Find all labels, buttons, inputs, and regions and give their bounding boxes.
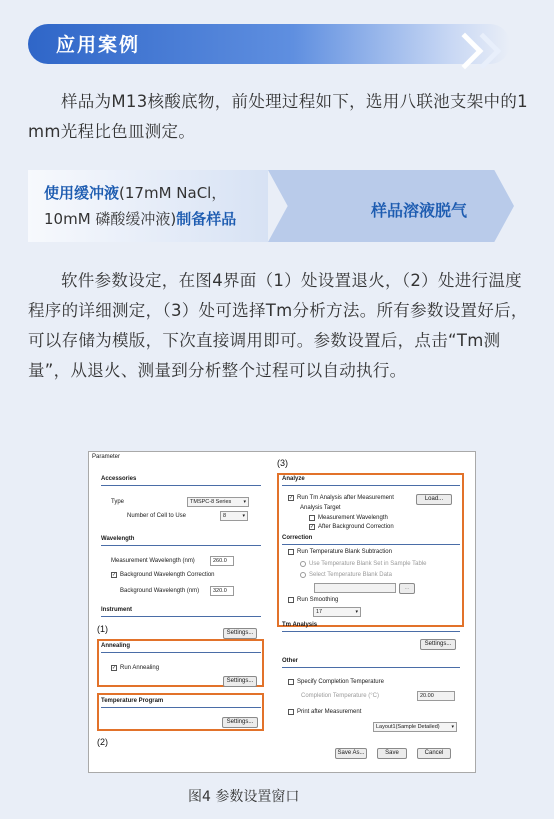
- dialog-title: Parameter: [92, 454, 121, 460]
- instrument-heading: Instrument: [101, 607, 133, 613]
- instrument-settings-button[interactable]: Settings...: [223, 628, 257, 639]
- figure-caption: 图4 参数设置窗口: [188, 789, 300, 805]
- analyze-heading: Analyze: [282, 476, 305, 482]
- run-smoothing-label: Run Smoothing: [297, 597, 339, 603]
- temp-program-heading: Temperature Program: [101, 698, 164, 704]
- meas-wavelength-input[interactable]: 260.0: [210, 556, 234, 566]
- intro-paragraph: 样品为M13核酸底物，前处理过程如下，选用八联池支架中的1 mm光程比色皿测定。: [28, 92, 528, 141]
- save-button[interactable]: Save: [377, 748, 407, 759]
- print-label: Print after Measurement: [297, 709, 362, 715]
- divider: [101, 616, 261, 617]
- blank-option-2-radio[interactable]: [300, 572, 306, 578]
- flow-step-1-line-1: [44, 182, 226, 203]
- completion-temp-check-label: Specify Completion Temperature: [297, 679, 384, 685]
- flow-step-1-line-2: [44, 208, 236, 229]
- correction-heading: Correction: [282, 535, 313, 541]
- completion-temp-label: Completion Temperature (°C): [301, 693, 379, 699]
- divider: [101, 485, 261, 486]
- other-heading: Other: [282, 658, 299, 664]
- blank-subtraction-checkbox[interactable]: [288, 549, 294, 555]
- tm-settings-button[interactable]: Settings...: [420, 639, 456, 650]
- run-smoothing-checkbox[interactable]: [288, 597, 294, 603]
- divider: [282, 544, 460, 545]
- flow-step-1-box: [28, 170, 268, 242]
- section-title: 应用案例: [56, 34, 141, 56]
- flow-step-1-text: (17mM NaCl，: [119, 184, 227, 202]
- parameter-dialog: [88, 451, 476, 773]
- cancel-button[interactable]: Cancel: [417, 748, 451, 759]
- divider: [282, 485, 460, 486]
- cells-label: Number of Cell to Use: [127, 513, 187, 519]
- smoothing-select[interactable]: 17 ▾: [313, 607, 361, 617]
- meas-wavelength-checkbox[interactable]: [309, 515, 315, 521]
- blank-option-1-radio[interactable]: [300, 561, 306, 567]
- type-select[interactable]: TMSPC-8 Series ▾: [187, 497, 249, 507]
- divider: [282, 667, 460, 668]
- flow-step-1-bold: 使用缓冲液: [44, 184, 120, 202]
- body-paragraph: 软件参数设定，在图4界面（1）处设置退火，（2）处进行温度程序的详细测定，（3）处可选择Tm分析方法。所有参数设置好后，可以存储为模版，下次直接调用即可。参数设置后，点击“Tm测量”，从退火、测量到分析整个过程可以自动执行。: [28, 271, 528, 380]
- run-tm-label: Run Tm Analysis after Measurement: [297, 495, 394, 501]
- run-annealing-checkbox[interactable]: ✓: [112, 665, 117, 671]
- divider: [101, 707, 261, 708]
- blank-option-2-label: Select Temperature Blank Data: [309, 572, 392, 578]
- divider: [101, 545, 261, 546]
- accessories-heading: Accessories: [101, 476, 137, 482]
- run-annealing-label: Run Annealing: [120, 665, 160, 671]
- flow-step-1-text: 10mM 磷酸缓冲液): [44, 210, 177, 228]
- load-button[interactable]: Load...: [416, 494, 452, 505]
- divider: [101, 652, 261, 653]
- cells-select[interactable]: 8 ▾: [220, 511, 248, 521]
- marker-2: (2): [97, 737, 108, 747]
- divider: [282, 631, 460, 632]
- marker-3: (3): [277, 458, 288, 468]
- type-label: Type: [111, 499, 125, 505]
- completion-temp-input[interactable]: 20.00: [417, 691, 455, 701]
- temp-program-settings-button[interactable]: Settings...: [222, 717, 258, 728]
- tm-analysis-heading: Tm Analysis: [282, 622, 318, 628]
- wavelength-heading: Wavelength: [101, 536, 135, 542]
- blank-option-1-label: Use Temperature Blank Set in Sample Table: [309, 561, 427, 567]
- blank-subtraction-label: Run Temperature Blank Subtraction: [297, 549, 392, 555]
- completion-temp-checkbox[interactable]: [288, 679, 294, 685]
- after-bg-checkbox[interactable]: ✓: [310, 524, 315, 530]
- meas-wavelength-target-label: Measurement Wavelength: [318, 515, 388, 521]
- marker-1: (1): [97, 624, 108, 634]
- flow-step-1-bold: 制备样品: [176, 210, 237, 228]
- layout-select[interactable]: Layout1(Sample Detailed) ▾: [373, 722, 457, 732]
- annealing-settings-button[interactable]: Settings...: [223, 676, 257, 687]
- bg-correction-checkbox[interactable]: ✓: [112, 572, 117, 578]
- blank-data-input[interactable]: [314, 583, 396, 593]
- run-tm-checkbox[interactable]: ✓: [289, 495, 294, 501]
- flow-step-2-label: 样品溶液脱气: [371, 201, 468, 220]
- browse-button[interactable]: ...: [399, 583, 415, 594]
- after-bg-label: After Background Correction: [318, 524, 394, 530]
- analysis-target-label: Analysis Target: [300, 505, 341, 511]
- bg-wavelength-label: Background Wavelength (nm): [120, 588, 200, 594]
- bg-wavelength-input[interactable]: 320.0: [210, 586, 234, 596]
- meas-wavelength-label: Measurement Wavelength (nm): [111, 558, 195, 564]
- print-checkbox[interactable]: [288, 709, 294, 715]
- save-as-button[interactable]: Save As...: [335, 748, 367, 759]
- annealing-heading: Annealing: [101, 643, 131, 649]
- bg-correction-label: Background Wavelength Correction: [120, 572, 215, 578]
